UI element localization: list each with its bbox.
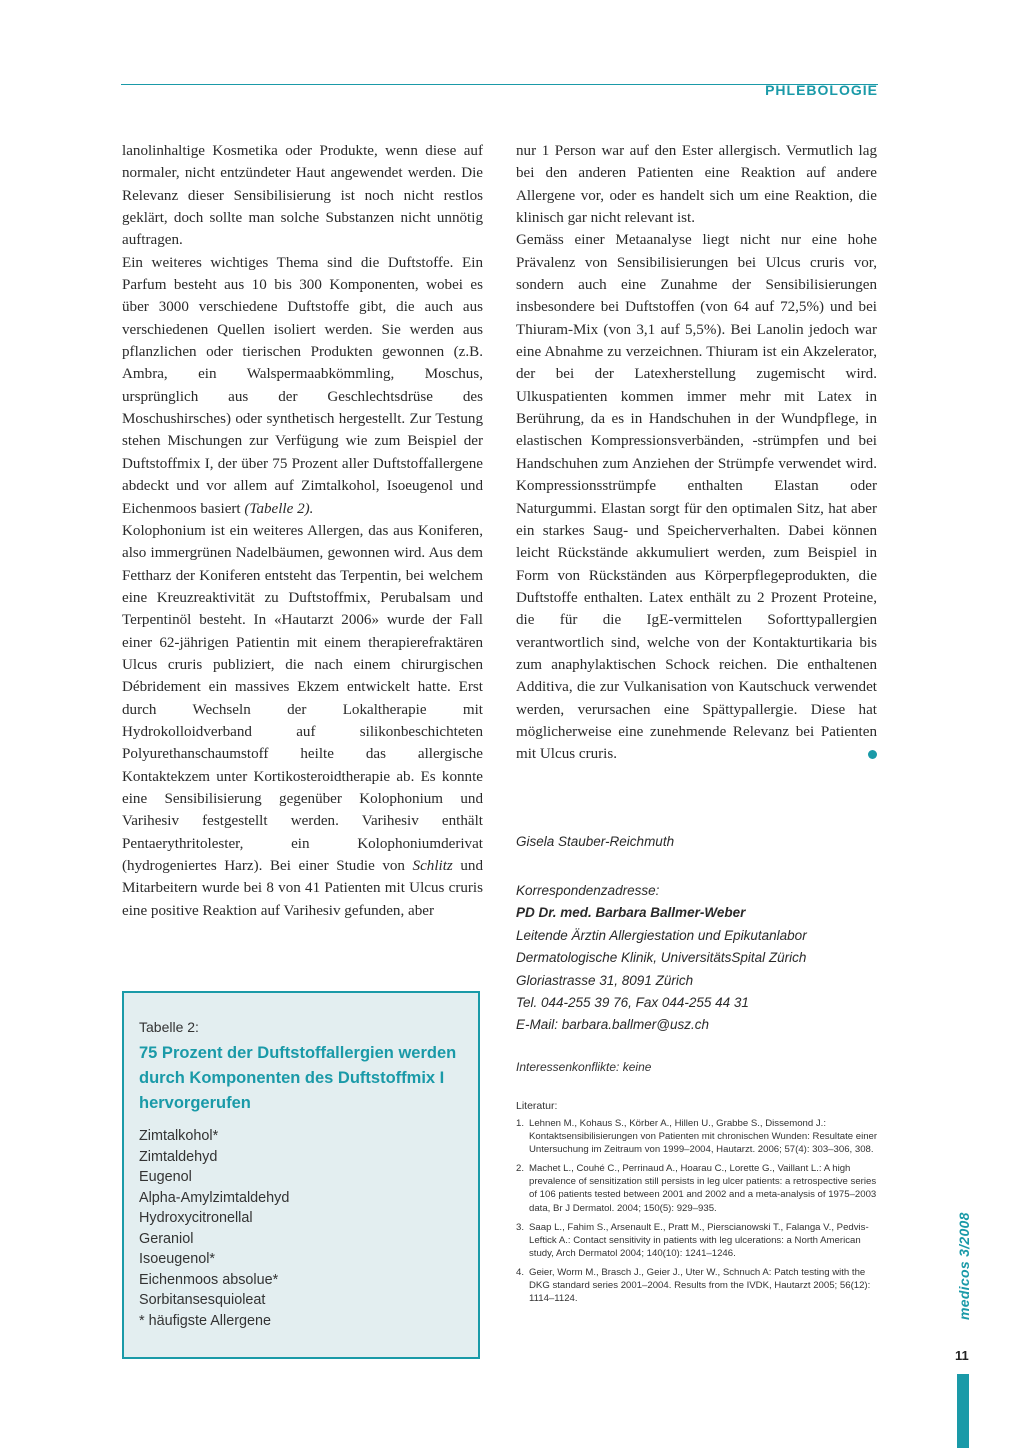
contact-name: PD Dr. med. Barbara Ballmer-Weber (516, 905, 746, 921)
table-reference: (Tabelle 2). (244, 500, 314, 517)
contact-role: Leitende Ärztin Allergiestation und Epikutanlabor (516, 927, 807, 943)
allergen-item: Zimtalkohol* (139, 1128, 219, 1144)
literature-label: Literatur: (516, 1100, 558, 1112)
body-paragraph: lanolinhaltige Kosmetika oder Produkte, wenn diese auf normaler, nicht entzündeter Haut angewendet werden. Die Relevanz dieser Sensibilisierung ist noch nicht restlos geklärt, doch sollte man solche Substanzen nicht unnötig auftragen. (122, 143, 483, 249)
end-of-article-dot-icon (868, 750, 877, 759)
allergen-item: Hydroxycitronellal (139, 1210, 253, 1227)
reference-item: 3. Saap L., Fahim S., Arsenault E., Pratt M., Pierscianowski T., Falanga V., Pedvis-Leftick A.: Contact sensitivity in patients with leg ulcerations: a North American study, Arch Dermatol 2004; 140(10): 1241–1246. (516, 1221, 869, 1259)
reference-item: 1. Lehnen M., Kohaus S., Körber A., Hillen U., Grabbe S., Dissemond J.: Kontaktsensibilisierungen von Patienten mit chronischen Wunden: Resultate einer Untersuchung im Zeitraum von 1999–2004, Hautarzt. 2006; 57(4): 303–306, 308. (516, 1118, 878, 1156)
reference-list (516, 1117, 878, 1311)
side-accent-bar (957, 1374, 969, 1448)
allergen-item: Eichenmoos absolue* (139, 1271, 279, 1288)
body-paragraph: nur 1 Person war auf den Ester allergisch. Vermutlich lag bei den anderen Patienten eine Reaktion auf andere Allergene vor, oder es handelt sich um eine Reaktion, die klinisch gar nicht relevant ist. (516, 143, 877, 227)
right-column (516, 140, 877, 766)
table-2-box (122, 991, 480, 1359)
conflicts-of-interest: Interessenkonflikte: keine (516, 1060, 652, 1074)
allergen-item: Zimtaldehyd (139, 1148, 218, 1165)
page-number: 11 (955, 1348, 969, 1363)
table-title: 75 Prozent der Duftstoffallergien werden durch Komponenten des Duftstoffmix I hervorgerufen (139, 1044, 457, 1112)
journal-issue-label: medicos 3/2008 (956, 1212, 972, 1320)
allergen-item: Alpha-Amylzimtaldehyd (139, 1189, 290, 1206)
body-paragraph: Kolophonium ist ein weiteres Allergen, das aus Koniferen, also immergrünen Nadelbäumen, gewonnen wird. Aus dem Fettharz der Koniferen entsteht das Terpentin, bei welchem eine Kreuzreaktivität zu Duftstoffmix, Perubalsam und Terpentinöl besteht. In «Hautarzt 2006» wurde der Fall einer 62-jährigen Patientin mit einem therapierefraktären Ulcus cruris publiziert, die nach einem chirurgischen Débridement ein massives Ekzem entwickelt hatte. Erst durch Wechseln der Lokaltherapie mit Hydrokolloidverband auf silikonbeschichteten Polyurethanschaumstoff heilte das allergische Kontaktekzem unter Kortikosteroidtherapie ab. Es konnte eine Sensibilisierung gegenüber Kolophonium und Varihesiv festgestellt werden. Varihesiv enthält Pentaerythritolester, ein Kolophoniumderivat (hydrogeniertes Harz). Bei einer Studie von Schlitz und Mitarbeitern wurde bei 8 von 41 Patienten mit Ulcus cruris eine positive Reaktion auf Varihesiv gefunden, aber (122, 522, 483, 919)
author-name-reference: Schlitz (412, 858, 453, 874)
body-paragraph: Ein weiteres wichtiges Thema sind die Duftstoffe. Ein Parfum besteht aus 10 bis 300 Komponenten, wobei es über 3000 verschiedene Duftstoffe gibt, die auch aus verschiedenen Quellen isoliert werden. Sie werden aus pflanzlichen oder tierischen Produkten gewonnen (z.B. Ambra, ein Walspermaabkömmling, Moschus, ursprünglich aus der Geschlechtsdrüse des Moschushirsches) oder synthetisch hergestellt. Zur Testung stehen Mischungen zur Verfügung wie zum Beispiel der Duftstoffmix I, der über 75 Prozent aller Duftstoffallergene abdeckt und vor allem auf Zimtalkohol, Isoeugenol und Eichenmoos basiert (Tabelle 2). (122, 254, 483, 517)
table-label: Tabelle 2: (139, 1019, 199, 1035)
allergen-item: Sorbitansesquioleat (139, 1292, 266, 1309)
allergen-item: Isoeugenol* (139, 1251, 216, 1268)
contact-address: Gloriastrasse 31, 8091 Zürich (516, 972, 694, 988)
correspondence-block (516, 880, 896, 1037)
contact-phone: Tel. 044-255 39 76, Fax 044-255 44 31 (516, 995, 749, 1011)
allergen-list (139, 1126, 289, 1331)
left-column (122, 140, 483, 922)
section-title: PHLEBOLOGIE (765, 82, 878, 98)
contact-department: Dermatologische Klinik, UniversitätsSpital Zürich (516, 950, 807, 966)
reference-item: 2. Machet L., Couhé C., Perrinaud A., Hoarau C., Lorette G., Vaillant L.: A high prevalence of sensitization still persists in leg ulcer patients: a retrospective series of 106 patients tested between 2001 and 2002 and a meta-analysis of 1975–2003 data, Br J Dermatol. 2004; 150(5): 929–935. (516, 1163, 877, 1214)
allergen-item: Geraniol (139, 1230, 194, 1247)
article-author: Gisela Stauber-Reichmuth (516, 834, 675, 849)
allergen-footnote: * häufigste Allergene (139, 1312, 272, 1329)
body-paragraph: Gemäss einer Metaanalyse liegt nicht nur eine hohe Prävalenz von Sensibilisierungen bei Ulcus cruris vor, sondern auch eine Zunahme der Sensibilisierungen insbesondere bei Duftstoffen (von 64 auf 72,5%) und bei Thiuram-Mix (von 3,1 auf 5,5%). Bei Lanolin jedoch war eine Abnahme zu verzeichnen. Thiuram ist ein Akzelerator, der bei der Latexherstellung zugemischt wird. Ulkuspatienten kommen immer mehr mit Latex in Berührung, da es in Handschuhen in der Wundpflege, in elastischen Kompressionsverbänden, -strümpfen und bei Handschuhen zum Anziehen der Strümpfe verwendet wird. Kompressionsstrümpfe enthalten Elastan oder Naturgummi. Elastan sorgt für den optimalen Sitz, hat aber ein starkes Saug- und Speicherverhalten. Dabei können leicht Rückstände akkumuliert werden, zum Beispiel in Form von Rückständen aus Körperpflegeprodukten, die Duftstoffe enthalten. Latex enthält zu 2 Prozent Proteine, die für die IgE-vermittelen Soforttypallergien verantwortlich sind, welche von der Kontakturtikaria bis zum anaphylaktischen Schock reichen. Die enthaltenen Additiva, die zur Vulkanisation von Kautschuck verwendet werden, verursachen eine Spättypallergie. Diese hat möglicherweise eine zunehmende Relevanz bei Patienten mit Ulcus cruris. (516, 232, 877, 763)
reference-item: 4. Geier, Worm M., Brasch J., Geier J., Uter W., Schnuch A: Patch testing with the DKG standard series 2001–2004. Results from the IVDK, Hautarzt 2005; 56(12): 1114–1124. (516, 1266, 871, 1305)
correspondence-label: Korrespondenzadresse: (516, 883, 660, 898)
contact-email: E-Mail: barbara.ballmer@usz.ch (516, 1017, 710, 1033)
allergen-item: Eugenol (139, 1169, 192, 1186)
